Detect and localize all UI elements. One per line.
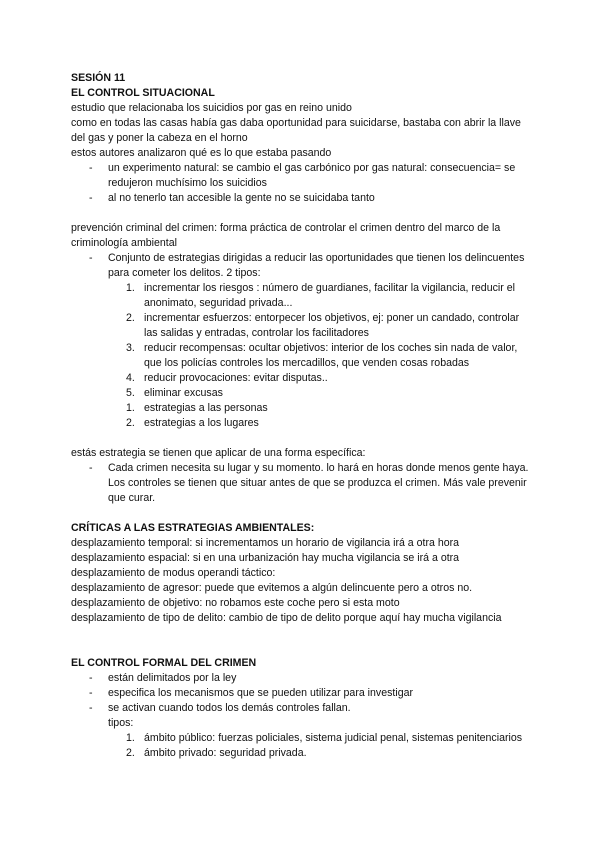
- bullet-item: - al no tenerlo tan accesible la gente no se suicidaba tanto: [71, 191, 531, 206]
- numbered-item: 2. ámbito privado: seguridad privada.: [126, 747, 307, 759]
- spacer: [71, 431, 531, 446]
- bullet-item: - Cada crimen necesita su lugar y su momento. lo hará en horas donde menos gente haya. Los controles se tienen que situar antes de que se produzca el crimen. Más vale prevenir que curar.: [71, 461, 531, 506]
- session-title: SESIÓN 11: [71, 72, 126, 84]
- numbered-item: 1. ámbito público: fuerzas policiales, sistema judicial penal, sistemas penitenciarios: [126, 732, 523, 744]
- paragraph: desplazamiento de objetivo: no robamos este coche pero si esta moto: [71, 597, 400, 609]
- tipos-label: tipos:: [108, 717, 134, 729]
- section-heading-control-situacional: EL CONTROL SITUACIONAL: [71, 87, 215, 99]
- numbered-item: 1. incrementar los riesgos : número de guardianes, facilitar la vigilancia, reducir el anonimato, seguridad privada...: [126, 282, 515, 309]
- paragraph: estos autores analizaron qué es lo que estaba pasando: [71, 147, 332, 159]
- paragraph: desplazamiento temporal: si incrementamos un horario de vigilancia irá a otra hora: [71, 537, 460, 549]
- paragraph: desplazamiento de modus operandi táctico:: [71, 567, 276, 579]
- paragraph: estudio que relacionaba los suicidios por gas en reino unido: [71, 102, 352, 114]
- document-body: [71, 71, 531, 761]
- bullet-item: - un experimento natural: se cambio el gas carbónico por gas natural: consecuencia= se redujeron muchísimo los suicidios: [71, 161, 531, 191]
- bullet-item: - Conjunto de estrategias dirigidas a reducir las oportunidades que tienen los delincuentes para cometer los delitos. 2 tipos:: [71, 251, 531, 281]
- numbered-item: 1. estrategias a las personas: [126, 402, 268, 414]
- bullet-item: - están delimitados por la ley: [71, 671, 531, 686]
- paragraph: desplazamiento espacial: si en una urbanización hay mucha vigilancia se irá a otra: [71, 552, 460, 564]
- paragraph: desplazamiento de tipo de delito: cambio de tipo de delito porque aquí hay mucha vigilancia: [71, 612, 502, 624]
- spacer: [71, 626, 531, 656]
- spacer: [71, 506, 531, 521]
- paragraph: desplazamiento de agresor: puede que evitemos a algún delincuente pero a otros no.: [71, 582, 473, 594]
- paragraph: prevención criminal del crimen: forma práctica de controlar el crimen dentro del marco de la criminología ambiental: [71, 222, 501, 249]
- numbered-item: 4. reducir provocaciones: evitar disputas..: [126, 372, 328, 384]
- spacer: [71, 206, 531, 221]
- bullet-item: - especifica los mecanismos que se pueden utilizar para investigar: [71, 686, 531, 701]
- section-heading-control-formal: EL CONTROL FORMAL DEL CRIMEN: [71, 657, 257, 669]
- numbered-item: 2. incrementar esfuerzos: entorpecer los objetivos, ej: poner un candado, controlar las salidas y entradas, controlar los facilitadores: [126, 312, 520, 339]
- bullet-item: - se activan cuando todos los demás controles fallan.: [71, 701, 531, 716]
- numbered-item: 2. estrategias a los lugares: [126, 417, 259, 429]
- paragraph: estás estrategia se tienen que aplicar de una forma específica:: [71, 447, 366, 459]
- paragraph: como en todas las casas había gas daba oportunidad para suicidarse, bastaba con abrir la llave del gas y poner la cabeza en el horno: [71, 117, 521, 144]
- numbered-item: 3. reducir recompensas: ocultar objetivos: interior de los coches sin nada de valor, que los policías controles los mercadillos, que venden cosas robadas: [126, 342, 518, 369]
- numbered-item: 5. eliminar excusas: [126, 387, 223, 399]
- section-heading-criticas: CRÍTICAS A LAS ESTRATEGIAS AMBIENTALES:: [71, 522, 315, 534]
